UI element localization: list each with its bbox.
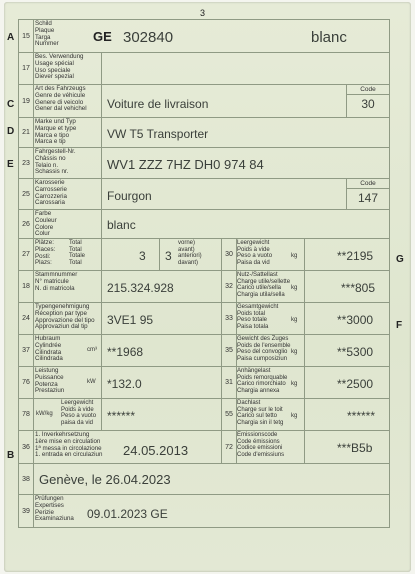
field-label: Fahrgestell-Nr. Châssis no Telaio n. Schassis nr.: [35, 148, 76, 176]
unit-label: kW/kg: [36, 411, 53, 417]
row-type-approval-total-weight: [19, 303, 389, 335]
field-label: Schild Plaque Targa Nummer: [35, 20, 59, 48]
row-plate: [19, 20, 389, 53]
vehicle-type-value: Voiture de livraison: [107, 97, 209, 111]
code-label: Code: [347, 85, 389, 95]
seats-total: 3: [139, 249, 146, 263]
payload-value: ***805: [341, 281, 376, 295]
row-color: [19, 210, 389, 239]
field-label: Leistung Puissance Potenza Prestaziun: [35, 367, 65, 395]
column-divider: [101, 399, 102, 430]
column-divider: [304, 367, 305, 398]
field-number: 23: [19, 148, 34, 178]
field-label: Bes. Verwendung Usage spécial Uso speciale Diever spezial: [35, 53, 84, 81]
code-box: [346, 85, 389, 117]
color-value: blanc: [107, 218, 136, 232]
column-divider: [101, 210, 102, 238]
column-divider: [101, 179, 102, 209]
field-label: Gesamtgewicht Poids total Peso totale Paisa totala: [237, 304, 279, 330]
column-divider: [304, 399, 305, 430]
first-registration-value: 24.05.2013: [123, 443, 189, 458]
plate-color: blanc: [311, 29, 347, 46]
field-number: 25: [19, 179, 34, 209]
field-number: 17: [19, 53, 34, 84]
field-number: 32: [221, 271, 237, 302]
column-divider: [101, 148, 102, 178]
column-divider: [101, 239, 102, 270]
make-model-value: VW T5 Transporter: [107, 127, 209, 141]
field-label: Anhängelast Poids remorquable Carico rimorchiato Chargia annexa: [237, 368, 288, 394]
field-number: 30: [221, 239, 237, 270]
margin-letter-e: E: [7, 159, 14, 170]
field-label: Dachlast Charge sur le toit Carico sul tetto Chargia sin il tetg: [237, 400, 284, 426]
field-label: Karosserie Carrosserie Carrozzeria Carossaria: [35, 179, 67, 207]
power-ratio-value: ******: [107, 409, 136, 423]
unit-label: kg: [291, 253, 298, 259]
row-make-model: [19, 118, 389, 148]
unit-label: kg: [291, 285, 298, 291]
code-box: [346, 179, 389, 209]
column-divider: [101, 271, 102, 302]
row-special-use: [19, 53, 389, 85]
column-divider: [304, 239, 305, 270]
page-number: 3: [200, 8, 206, 18]
field-label: 1. Inverkehrsetzung 1ère mise en circulation 1ª messa in circolazione 1. entrada en circulaziun: [35, 431, 103, 459]
column-divider: [101, 118, 102, 147]
field-label: Art des Fahrzeugs Genre de véhicule Genere di veicolo Gener dal vehichel: [35, 85, 87, 113]
row-first-registration-emission: [19, 431, 389, 464]
inspection-value: 09.01.2023 GE: [87, 507, 168, 521]
field-label: Emissionscode Code émissions Codice emissioni Code d'emissiuns: [237, 432, 285, 458]
unit-label: kg: [291, 413, 298, 419]
unit-label: cm³: [87, 347, 97, 353]
column-divider: [101, 53, 102, 84]
unit-label: kg: [291, 349, 298, 355]
margin-letter-a: A: [7, 32, 15, 43]
field-label: Plätze: Places: Posti: Plazs:: [35, 239, 56, 267]
row-issue-place-date: [19, 464, 389, 495]
canton-code: GE: [93, 29, 112, 44]
margin-letter-f: F: [396, 320, 403, 331]
matriculation-value: 215.324.928: [107, 281, 174, 295]
margin-letter-g: G: [396, 254, 404, 265]
field-label: Leergewicht Poids à vide Peso a vuoto paisa da vid: [61, 400, 97, 426]
code-value: 30: [361, 97, 375, 111]
roof-load-value: ******: [347, 409, 376, 423]
row-power-trailer-load: [19, 367, 389, 399]
registration-table: [18, 19, 390, 528]
column-divider: [304, 431, 305, 463]
field-number: 31: [221, 367, 237, 398]
emission-code-value: ***B5b: [337, 441, 373, 455]
field-number: 76: [19, 367, 34, 398]
margin-letter-b: B: [7, 450, 15, 461]
field-number: 39: [19, 495, 34, 527]
chassis-value: WV1 ZZZ 7HZ DH0 974 84: [107, 157, 264, 172]
total-label: Total Total Totale Total: [69, 240, 86, 266]
field-number: 18: [19, 271, 34, 302]
type-approval-value: 3VE1 95: [107, 313, 154, 327]
power-value: *132.0: [107, 377, 142, 391]
field-label: Leergewicht Poids à vide Peso a vuoto Paisa da vid: [237, 240, 273, 266]
field-number: 21: [19, 118, 34, 147]
trailer-load-value: **2500: [337, 377, 374, 391]
field-number: 19: [19, 85, 34, 117]
field-number: 33: [221, 303, 237, 334]
front-label: vorne) avant) anteriori) davant): [178, 240, 202, 266]
field-label: Nutz-/Sattellast Charge utile/sellette Carico utile/sella Chargia utila/sella: [237, 272, 291, 298]
row-vehicle-type: [19, 85, 389, 118]
empty-weight-value: **2195: [337, 249, 374, 263]
row-body: [19, 179, 389, 210]
column-divider: [101, 335, 102, 366]
issue-place-date-value: Genève, le 26.04.2023: [39, 472, 171, 487]
column-divider: [304, 271, 305, 302]
field-number: 24: [19, 303, 34, 334]
row-displacement-train-weight: [19, 335, 389, 367]
column-divider: [101, 85, 102, 117]
margin-letter-c: C: [7, 99, 15, 110]
field-number: 78: [19, 399, 34, 430]
field-number: 15: [19, 20, 34, 52]
body-value: Fourgon: [107, 189, 152, 203]
registration-document-page: [4, 2, 411, 572]
field-number: 72: [221, 431, 237, 463]
field-number: 55: [221, 399, 237, 430]
row-power-ratio-roof-load: [19, 399, 389, 431]
row-seats-empty-weight: [19, 239, 389, 271]
column-divider: [159, 239, 160, 270]
column-divider: [304, 335, 305, 366]
code-value: 147: [357, 191, 379, 205]
column-divider: [101, 367, 102, 398]
total-weight-value: **3000: [337, 313, 374, 327]
seats-front: 3: [165, 249, 172, 263]
field-label: Hubraum Cylindrée Cilindrata Cilindrada: [35, 335, 63, 363]
unit-label: kg: [291, 317, 298, 323]
train-weight-value: **5300: [337, 345, 374, 359]
field-number: 35: [221, 335, 237, 366]
field-label: Typengenehmigung Réception par type Approvazione del tipo Approvaziun dal tip: [35, 303, 95, 331]
field-number: 38: [19, 464, 34, 494]
field-label: Marke und Typ Marque et type Marca e tipo Marca e tip: [35, 118, 77, 146]
field-label: Stammnummer N° matricule N. di matricola: [35, 271, 78, 292]
field-label: Gewicht des Zuges Poids de l'ensemble Peso del convoglio Paisa cumposiziun: [237, 336, 291, 362]
code-label: Code: [347, 179, 389, 189]
field-number: 27: [19, 239, 34, 270]
row-matriculation-payload: [19, 271, 389, 303]
field-number: 26: [19, 210, 34, 238]
column-divider: [101, 303, 102, 334]
displacement-value: **1968: [107, 345, 144, 359]
plate-number: 302840: [123, 29, 174, 46]
unit-label: kW: [87, 379, 96, 385]
column-divider: [304, 303, 305, 334]
margin-letter-d: D: [7, 126, 15, 137]
field-label: Farbe Couleur Colore Colur: [35, 210, 57, 238]
field-number: 37: [19, 335, 34, 366]
field-label: Prüfungen Expertises Perizie Examinaziuna: [35, 495, 74, 523]
row-inspections: [19, 495, 389, 527]
field-number: 36: [19, 431, 34, 463]
row-chassis: [19, 148, 389, 179]
unit-label: kg: [291, 381, 298, 387]
